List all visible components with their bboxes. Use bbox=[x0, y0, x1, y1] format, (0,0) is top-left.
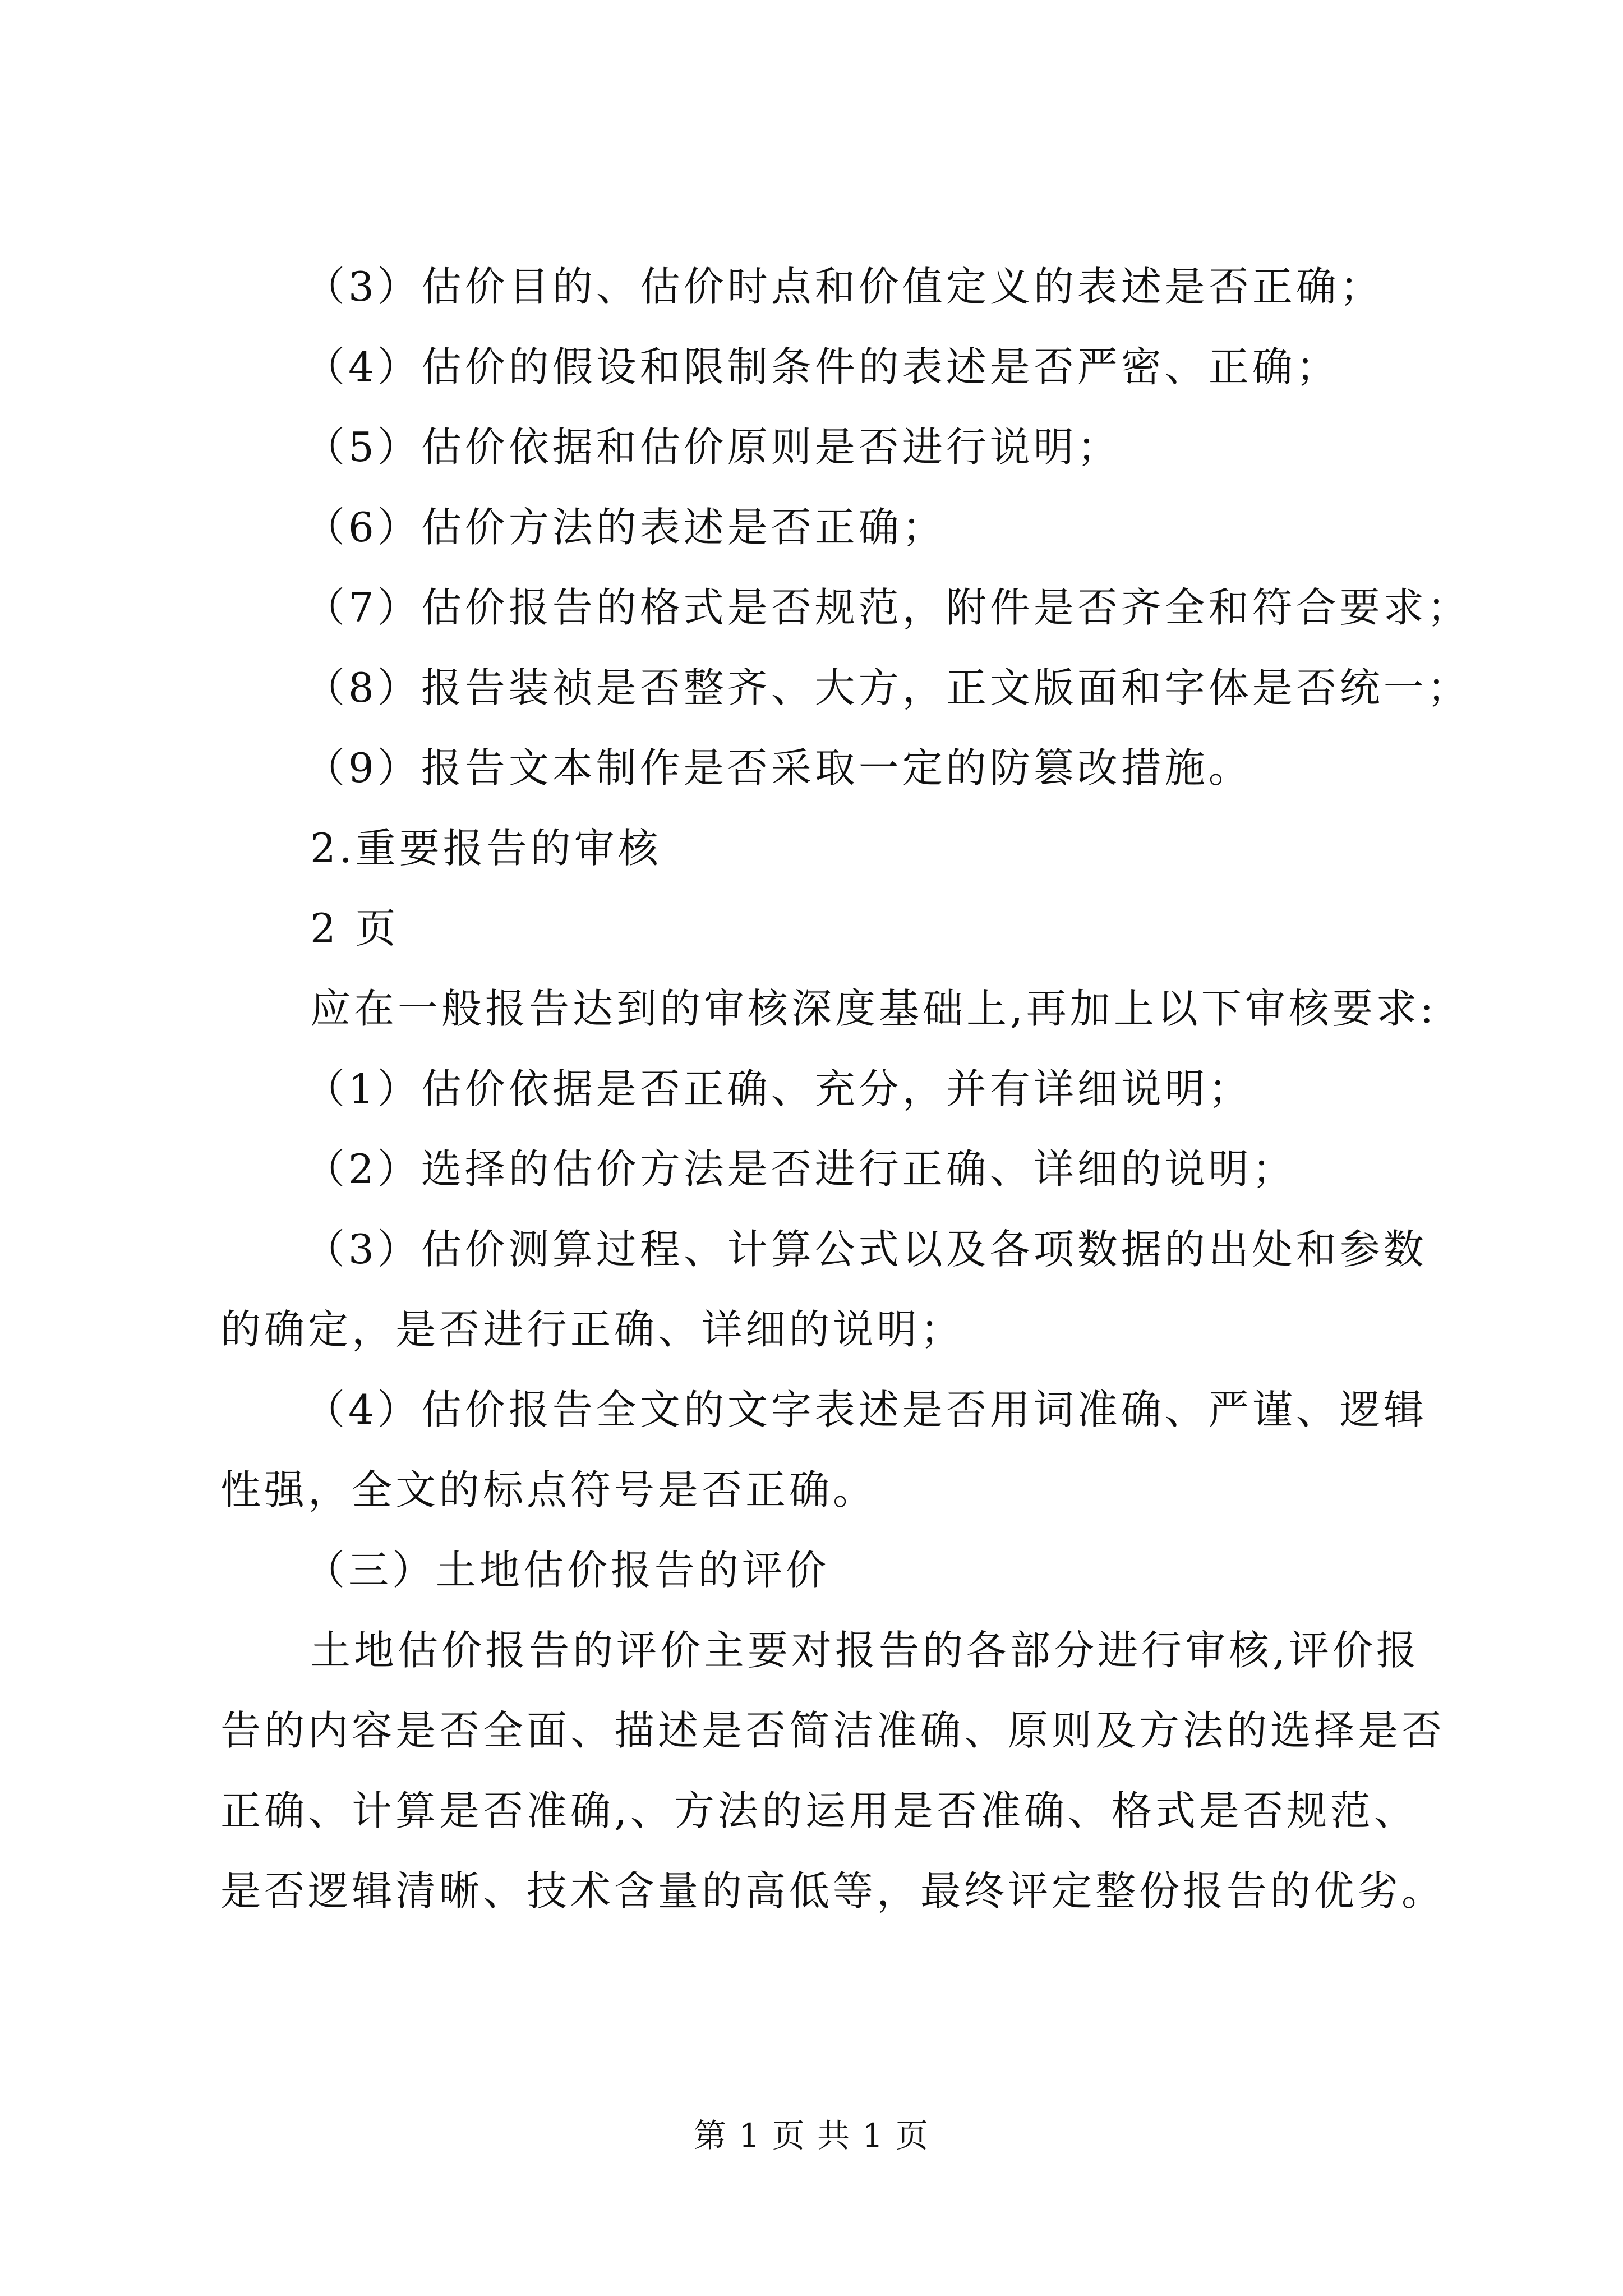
text-line: 土地估价报告的评价主要对报告的各部分进行审核,评价报 bbox=[310, 1627, 1420, 1674]
text-line: （3）估价测算过程、计算公式以及各项数据的出处和参数 bbox=[305, 1226, 1427, 1273]
text-line: 告的内容是否全面、描述是否简洁准确、原则及方法的选择是否 bbox=[220, 1707, 1446, 1754]
text-line: （5）估价依据和估价原则是否进行说明； bbox=[305, 424, 1121, 471]
text-line: （8）报告装祯是否整齐、大方，正文版面和字体是否统一； bbox=[305, 664, 1471, 711]
text-line: （9）报告文本制作是否采取一定的防篡改措施。 bbox=[305, 744, 1252, 792]
text-line: （三）土地估价报告的评价 bbox=[305, 1547, 830, 1594]
text-line: （4）估价报告全文的文字表述是否用词准确、严谨、逻辑 bbox=[305, 1386, 1427, 1433]
text-line: 性强，全文的标点符号是否正确。 bbox=[220, 1466, 877, 1513]
text-line: 2 页 bbox=[310, 905, 399, 952]
text-line: （6）估价方法的表述是否正确； bbox=[305, 504, 946, 551]
text-line: （7）估价报告的格式是否规范，附件是否齐全和符合要求； bbox=[305, 584, 1471, 631]
document-body bbox=[220, 247, 1471, 1931]
text-line: （2）选择的估价方法是否进行正确、详细的说明； bbox=[305, 1145, 1296, 1193]
text-line: （3）估价目的、估价时点和价值定义的表述是否正确； bbox=[305, 263, 1384, 310]
text-line: 2.重要报告的审核 bbox=[310, 825, 662, 872]
page-footer: 第 1 页 共 1 页 bbox=[694, 2116, 929, 2155]
text-line: （1）估价依据是否正确、充分，并有详细说明； bbox=[305, 1065, 1252, 1112]
text-line: （4）估价的假设和限制条件的表述是否严密、正确； bbox=[305, 343, 1340, 390]
text-line: 应在一般报告达到的审核深度基础上,再加上以下审核要求: bbox=[310, 985, 1437, 1032]
text-line: 的确定，是否进行正确、详细的说明； bbox=[220, 1306, 965, 1353]
text-line: 是否逻辑清晰、技术含量的高低等，最终评定整份报告的优劣。 bbox=[220, 1867, 1446, 1915]
text-line: 正确、计算是否准确,、方法的运用是否准确、格式是否规范、 bbox=[220, 1787, 1418, 1834]
